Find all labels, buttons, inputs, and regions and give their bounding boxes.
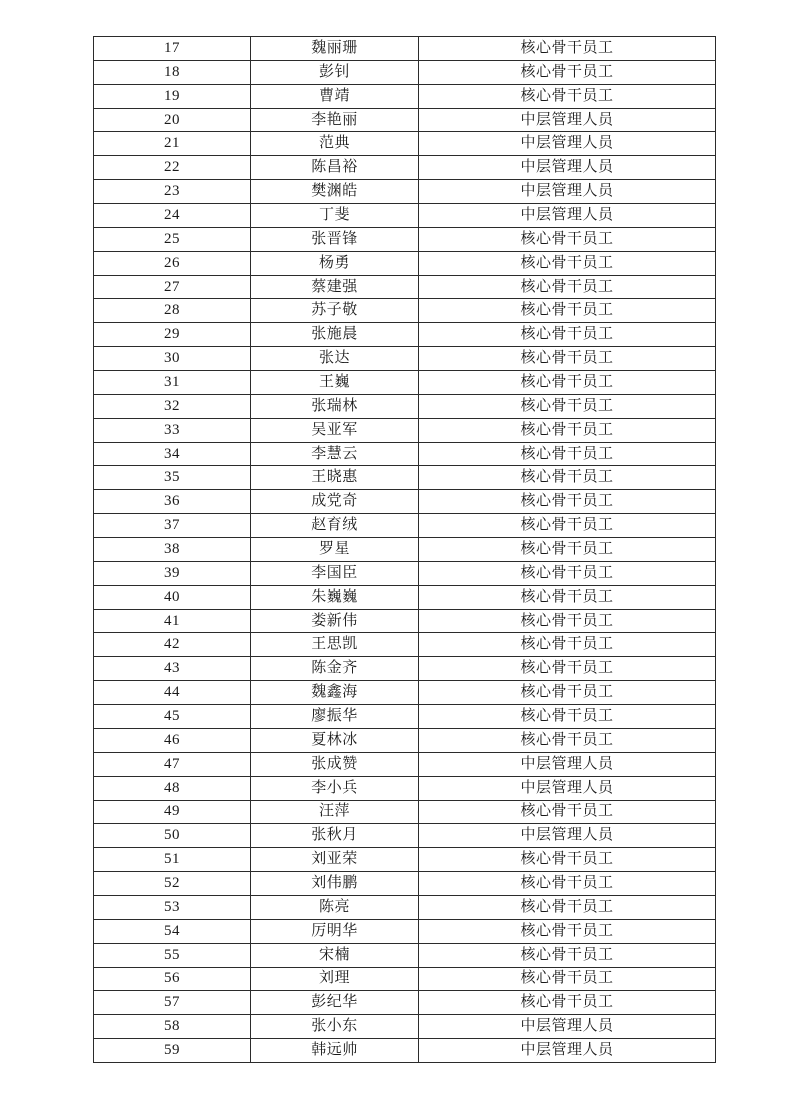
employee-category-cell: 核心骨干员工 xyxy=(419,490,716,514)
employee-category-cell: 核心骨干员工 xyxy=(419,275,716,299)
employee-category-cell: 核心骨干员工 xyxy=(419,919,716,943)
employee-name-cell: 魏丽珊 xyxy=(251,37,419,61)
row-number-cell: 59 xyxy=(94,1039,251,1063)
employee-category-cell: 核心骨干员工 xyxy=(419,800,716,824)
table-row xyxy=(94,943,716,967)
table-row xyxy=(94,967,716,991)
employee-category-cell: 核心骨干员工 xyxy=(419,84,716,108)
employee-category-cell: 中层管理人员 xyxy=(419,156,716,180)
row-number-cell: 23 xyxy=(94,180,251,204)
employee-name-cell: 杨勇 xyxy=(251,251,419,275)
table-row xyxy=(94,800,716,824)
table-row xyxy=(94,919,716,943)
row-number-cell: 48 xyxy=(94,776,251,800)
employee-name-cell: 韩远帅 xyxy=(251,1039,419,1063)
employee-name-cell: 李小兵 xyxy=(251,776,419,800)
employee-name-cell: 李慧云 xyxy=(251,442,419,466)
employee-name-cell: 张晋锋 xyxy=(251,227,419,251)
table-row xyxy=(94,514,716,538)
employee-name-cell: 刘伟鹏 xyxy=(251,872,419,896)
row-number-cell: 25 xyxy=(94,227,251,251)
table-row xyxy=(94,108,716,132)
employee-category-cell: 中层管理人员 xyxy=(419,204,716,228)
employee-name-cell: 宋楠 xyxy=(251,943,419,967)
table-row xyxy=(94,705,716,729)
row-number-cell: 29 xyxy=(94,323,251,347)
table-row xyxy=(94,609,716,633)
employee-name-cell: 赵育绒 xyxy=(251,514,419,538)
table-row xyxy=(94,991,716,1015)
employee-name-cell: 陈亮 xyxy=(251,895,419,919)
table-row xyxy=(94,227,716,251)
table-row xyxy=(94,561,716,585)
employee-category-cell: 核心骨干员工 xyxy=(419,37,716,61)
table-row xyxy=(94,824,716,848)
row-number-cell: 50 xyxy=(94,824,251,848)
table-row xyxy=(94,585,716,609)
row-number-cell: 53 xyxy=(94,895,251,919)
employee-name-cell: 廖振华 xyxy=(251,705,419,729)
row-number-cell: 40 xyxy=(94,585,251,609)
table-row xyxy=(94,347,716,371)
table-row xyxy=(94,323,716,347)
table-row xyxy=(94,681,716,705)
row-number-cell: 21 xyxy=(94,132,251,156)
table-row xyxy=(94,84,716,108)
row-number-cell: 18 xyxy=(94,60,251,84)
table-row xyxy=(94,752,716,776)
row-number-cell: 34 xyxy=(94,442,251,466)
row-number-cell: 27 xyxy=(94,275,251,299)
employee-category-cell: 核心骨干员工 xyxy=(419,657,716,681)
row-number-cell: 57 xyxy=(94,991,251,1015)
employee-category-cell: 核心骨干员工 xyxy=(419,466,716,490)
employee-name-cell: 朱巍巍 xyxy=(251,585,419,609)
employee-category-cell: 核心骨干员工 xyxy=(419,872,716,896)
employee-name-cell: 娄新伟 xyxy=(251,609,419,633)
table-row xyxy=(94,1039,716,1063)
employee-category-cell: 中层管理人员 xyxy=(419,824,716,848)
table-row xyxy=(94,275,716,299)
employee-name-cell: 刘理 xyxy=(251,967,419,991)
employee-roster-table xyxy=(93,36,716,1063)
table-row xyxy=(94,251,716,275)
row-number-cell: 20 xyxy=(94,108,251,132)
table-row xyxy=(94,180,716,204)
row-number-cell: 54 xyxy=(94,919,251,943)
employee-category-cell: 中层管理人员 xyxy=(419,1015,716,1039)
employee-category-cell: 核心骨干员工 xyxy=(419,681,716,705)
table-row xyxy=(94,394,716,418)
row-number-cell: 26 xyxy=(94,251,251,275)
employee-name-cell: 张瑞林 xyxy=(251,394,419,418)
employee-category-cell: 中层管理人员 xyxy=(419,108,716,132)
row-number-cell: 28 xyxy=(94,299,251,323)
employee-category-cell: 中层管理人员 xyxy=(419,752,716,776)
employee-category-cell: 核心骨干员工 xyxy=(419,848,716,872)
row-number-cell: 46 xyxy=(94,728,251,752)
employee-name-cell: 厉明华 xyxy=(251,919,419,943)
employee-name-cell: 张施晨 xyxy=(251,323,419,347)
employee-name-cell: 刘亚荣 xyxy=(251,848,419,872)
employee-name-cell: 丁斐 xyxy=(251,204,419,228)
table-row xyxy=(94,872,716,896)
row-number-cell: 56 xyxy=(94,967,251,991)
employee-category-cell: 核心骨干员工 xyxy=(419,561,716,585)
employee-category-cell: 核心骨干员工 xyxy=(419,895,716,919)
employee-category-cell: 核心骨干员工 xyxy=(419,991,716,1015)
row-number-cell: 22 xyxy=(94,156,251,180)
employee-name-cell: 魏鑫海 xyxy=(251,681,419,705)
employee-category-cell: 核心骨干员工 xyxy=(419,705,716,729)
employee-name-cell: 张达 xyxy=(251,347,419,371)
employee-name-cell: 张秋月 xyxy=(251,824,419,848)
employee-name-cell: 夏林冰 xyxy=(251,728,419,752)
employee-category-cell: 核心骨干员工 xyxy=(419,442,716,466)
table-row xyxy=(94,132,716,156)
employee-category-cell: 中层管理人员 xyxy=(419,1039,716,1063)
employee-category-cell: 核心骨干员工 xyxy=(419,299,716,323)
row-number-cell: 38 xyxy=(94,538,251,562)
employee-category-cell: 核心骨干员工 xyxy=(419,251,716,275)
row-number-cell: 37 xyxy=(94,514,251,538)
row-number-cell: 47 xyxy=(94,752,251,776)
table-row xyxy=(94,848,716,872)
employee-name-cell: 王思凯 xyxy=(251,633,419,657)
row-number-cell: 17 xyxy=(94,37,251,61)
table-row xyxy=(94,37,716,61)
table-row xyxy=(94,538,716,562)
employee-name-cell: 吴亚军 xyxy=(251,418,419,442)
employee-name-cell: 陈昌裕 xyxy=(251,156,419,180)
table-row xyxy=(94,371,716,395)
row-number-cell: 35 xyxy=(94,466,251,490)
employee-name-cell: 彭钊 xyxy=(251,60,419,84)
table-row xyxy=(94,490,716,514)
employee-name-cell: 苏子敬 xyxy=(251,299,419,323)
employee-category-cell: 核心骨干员工 xyxy=(419,633,716,657)
employee-category-cell: 核心骨干员工 xyxy=(419,394,716,418)
employee-category-cell: 核心骨干员工 xyxy=(419,943,716,967)
table-row xyxy=(94,466,716,490)
table-row xyxy=(94,657,716,681)
row-number-cell: 44 xyxy=(94,681,251,705)
table-row xyxy=(94,728,716,752)
row-number-cell: 58 xyxy=(94,1015,251,1039)
row-number-cell: 41 xyxy=(94,609,251,633)
row-number-cell: 42 xyxy=(94,633,251,657)
employee-category-cell: 核心骨干员工 xyxy=(419,371,716,395)
employee-category-cell: 核心骨干员工 xyxy=(419,514,716,538)
employee-table-body xyxy=(94,37,716,1063)
table-row xyxy=(94,633,716,657)
row-number-cell: 30 xyxy=(94,347,251,371)
employee-category-cell: 核心骨干员工 xyxy=(419,347,716,371)
row-number-cell: 36 xyxy=(94,490,251,514)
employee-name-cell: 蔡建强 xyxy=(251,275,419,299)
row-number-cell: 45 xyxy=(94,705,251,729)
employee-name-cell: 王晓惠 xyxy=(251,466,419,490)
table-row xyxy=(94,895,716,919)
table-row xyxy=(94,418,716,442)
table-row xyxy=(94,442,716,466)
employee-category-cell: 核心骨干员工 xyxy=(419,323,716,347)
row-number-cell: 55 xyxy=(94,943,251,967)
row-number-cell: 33 xyxy=(94,418,251,442)
employee-category-cell: 核心骨干员工 xyxy=(419,538,716,562)
employee-category-cell: 中层管理人员 xyxy=(419,776,716,800)
row-number-cell: 49 xyxy=(94,800,251,824)
employee-category-cell: 核心骨干员工 xyxy=(419,60,716,84)
row-number-cell: 39 xyxy=(94,561,251,585)
employee-name-cell: 张成赞 xyxy=(251,752,419,776)
employee-name-cell: 罗星 xyxy=(251,538,419,562)
employee-category-cell: 核心骨干员工 xyxy=(419,967,716,991)
employee-name-cell: 陈金齐 xyxy=(251,657,419,681)
employee-category-cell: 核心骨干员工 xyxy=(419,585,716,609)
employee-name-cell: 范典 xyxy=(251,132,419,156)
table-row xyxy=(94,776,716,800)
employee-name-cell: 李艳丽 xyxy=(251,108,419,132)
row-number-cell: 31 xyxy=(94,371,251,395)
employee-name-cell: 彭纪华 xyxy=(251,991,419,1015)
table-row xyxy=(94,156,716,180)
row-number-cell: 24 xyxy=(94,204,251,228)
table-row xyxy=(94,204,716,228)
employee-category-cell: 核心骨干员工 xyxy=(419,728,716,752)
employee-name-cell: 汪萍 xyxy=(251,800,419,824)
employee-name-cell: 王巍 xyxy=(251,371,419,395)
employee-name-cell: 张小东 xyxy=(251,1015,419,1039)
row-number-cell: 52 xyxy=(94,872,251,896)
table-row xyxy=(94,1015,716,1039)
employee-category-cell: 核心骨干员工 xyxy=(419,227,716,251)
employee-name-cell: 曹靖 xyxy=(251,84,419,108)
employee-name-cell: 樊渊皓 xyxy=(251,180,419,204)
employee-category-cell: 核心骨干员工 xyxy=(419,609,716,633)
employee-name-cell: 李国臣 xyxy=(251,561,419,585)
table-row xyxy=(94,299,716,323)
row-number-cell: 19 xyxy=(94,84,251,108)
row-number-cell: 32 xyxy=(94,394,251,418)
row-number-cell: 43 xyxy=(94,657,251,681)
employee-category-cell: 中层管理人员 xyxy=(419,180,716,204)
row-number-cell: 51 xyxy=(94,848,251,872)
table-row xyxy=(94,60,716,84)
employee-category-cell: 中层管理人员 xyxy=(419,132,716,156)
employee-category-cell: 核心骨干员工 xyxy=(419,418,716,442)
employee-name-cell: 成党奇 xyxy=(251,490,419,514)
